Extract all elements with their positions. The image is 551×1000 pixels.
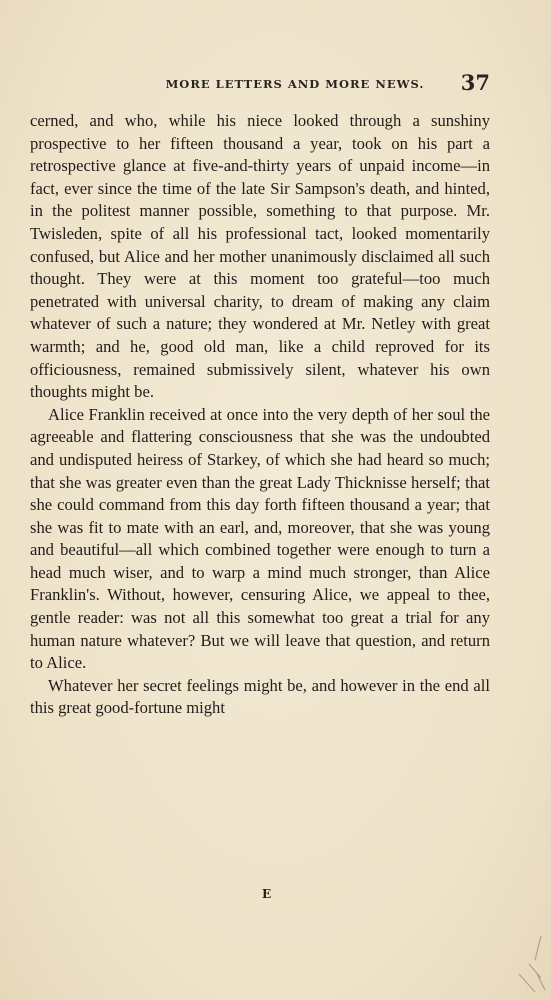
margin-ink-marks <box>511 934 547 994</box>
running-title: MORE LETTERS AND MORE NEWS. <box>165 77 425 91</box>
signature-mark: E <box>262 887 272 901</box>
body-text <box>30 110 490 720</box>
page-header <box>30 70 490 98</box>
paragraph: Whatever her secret feelings might be, and however in the end all this great good-fortune might <box>30 675 490 718</box>
page-number: 37 <box>460 70 490 95</box>
paragraph: Alice Franklin received at once into the very depth of her soul the agreeable and flattering consciousness that she was the undoubted and undisputed heiress of Starkey, of which she had heard so much; that she was greater even than the great Lady Thicknisse herself; that she could command from this day forth fifteen thousand a year; that she was fit to mate with an earl, and, moreover, that she was young and beautiful—all which combined together were enough to turn a head much wiser, and to warp a mind much stronger, than Alice Franklin's. Without, however, censuring Alice, we appeal to thee, gentle reader: was not all this somewhat too great a trial for any human nature whatever? But we will leave that question, and return to Alice. <box>30 404 490 673</box>
paragraph-continued: cerned, and who, while his niece looked through a sunshiny prospective to her fifteen thousand a year, took on his part a retrospective glance at five-and-thirty years of unpaid income—in fact, ever since the time of the late Sir Sampson's death, and hinted, in the politest manner possible, something to that purpose. Mr. Twisleden, spite of all his professional tact, looked momentarily confused, but Alice and her mother unanimously disclaimed all such thought. They were at this moment too grateful—too much penetrated with universal charity, to dream of making any claim whatever of such a nature; they wondered at Mr. Netley with great warmth; and he, good old man, like a child reproved for its officiousness, remained submissively silent, whatever his own thoughts might be. <box>30 111 490 402</box>
